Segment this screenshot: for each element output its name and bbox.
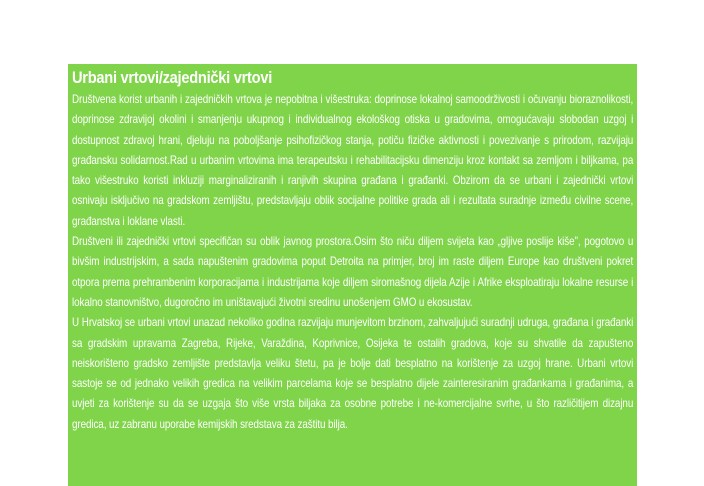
paragraph-3: U Hrvatskoj se urbani vrtovi unazad nekoliko godina razvijaju munjevitom brzinom, zahvaljujući suradnji udruga, građana i građanki sa gradskim upravama Zagreba, Rijeke, Varaždina, Koprivnice, Osijeka te ostalih gradova, koje su shvatile da zapušteno neiskorišteno gradsko zemljište predstavlja veliku štetu, pa je bolje dati besplatno na korištenje za uzgoj hrane. Urbani vrtovi sastoje se od jednako velikih gredica na velikim parcelama koje se besplatno dijele zainteresiranim građankama i građanima, a uvjeti za korištenje su da se uzgaja što više vrsta biljaka za osobne potrebe i ne-komercijalne svrhe, u što različitijem dizajnu gredica, uz zabranu uporabe kemijskih sredstava za zaštitu bilja. (72, 315, 634, 431)
paragraph-2: Društveni ili zajednički vrtovi specifičan su oblik javnog prostora.Osim što niču diljem svijeta kao „gljive poslije kiše", pogotovo u bivšim industrijskim, a sada napuštenim gradovima poput Detroita na primjer, broj im raste diljem Europe kao društveni pokret otpora prema prehrambenim korporacijama i industrijama koje diljem siromašnog dijela Azije i Afrike eksploatiraju lokalne resurse i lokalno stanovništvo, dugoročno im uništavajući životni sredinu unošenjem GMO u ekosustav. (72, 234, 634, 309)
box-body (72, 89, 633, 434)
paragraph-1: Društvena korist urbanih i zajedničkih vrtova je nepobitna i višestruka: doprinose lokalnoj samoodrživosti i očuvanju bioraznolikosti, doprinose zdravijoj okolini i smanjenju ukupnog i individualnog ekološkog otiska u gradovima, omogućavaju slobodan uzgoj i dostupnost zdravoj hrani, djeluju na poboljšanje psihofizičkog stanja, potiču fizičke aktivnosti i povezivanje s prirodom, razvijaju građansku solidarnost.Rad u urbanim vrtovima ima terapeutsku i rehabilitacijsku dimenziju kroz kontakt sa zemljom i biljkama, pa tako višestruko koristi inkluziji marginaliziranih i ranjivih skupina građana i građanki. Obzirom da se urbani i zajednički vrtovi osnivaju isključivo na gradskom zemljištu, predstavljaju oblik socijalne politike grada ali i rezultata suradnje između civilne scene, građanstva i loklane vlasti. (72, 92, 634, 228)
box-title: Urbani vrtovi/zajednički vrtovi (72, 68, 273, 87)
info-box (68, 64, 637, 486)
